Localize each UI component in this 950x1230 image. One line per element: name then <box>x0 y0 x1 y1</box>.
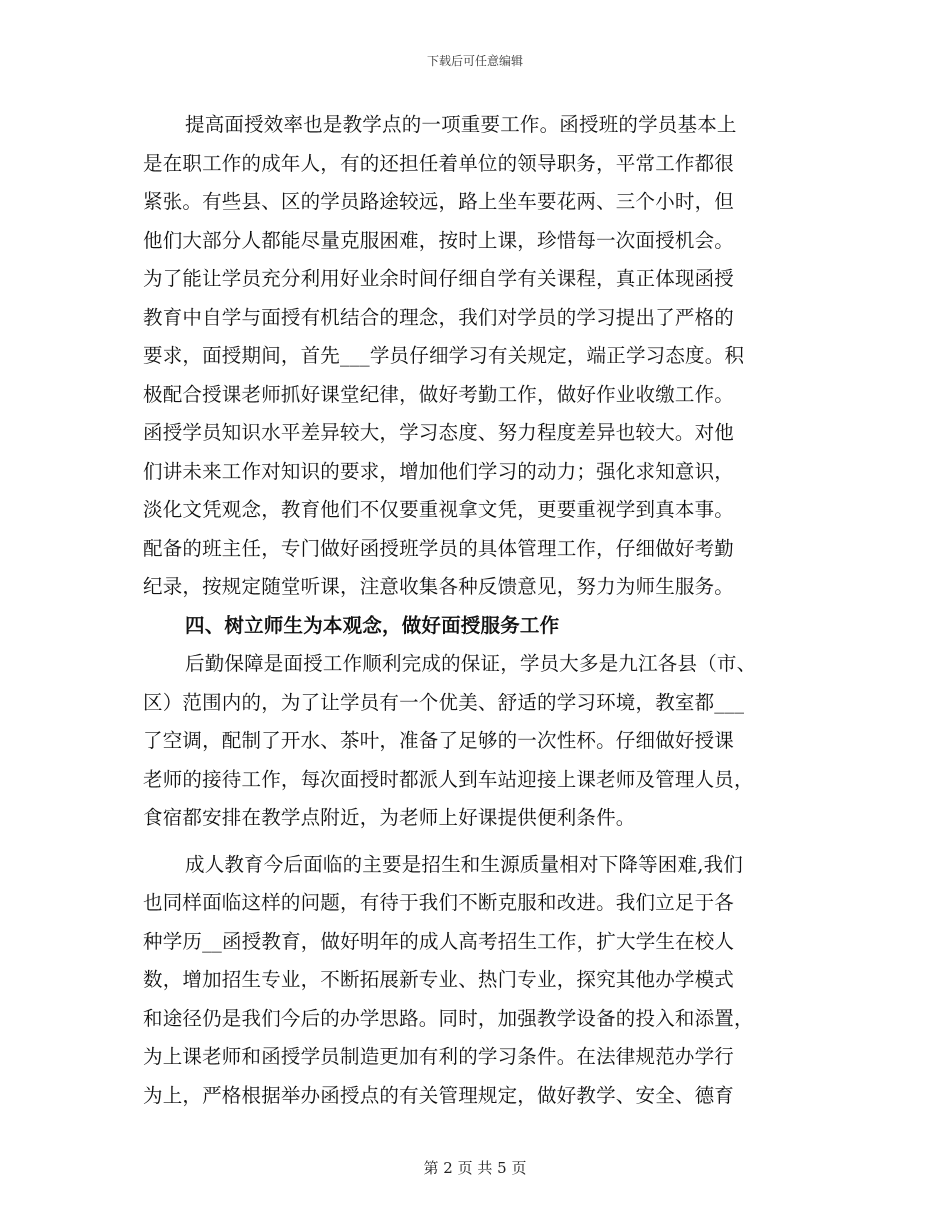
text-line: 要求，面授期间，首先___学员仔细学习有关规定，端正学习态度。积 <box>143 344 745 367</box>
paragraph <box>143 106 803 607</box>
text-line: 淡化文凭观念，教育他们不仅要重视拿文凭，更要重视学到真本事。 <box>143 498 735 521</box>
text-line: 种学历__函授教育，做好明年的成人高考招生工作，扩大学生在校人 <box>143 929 735 953</box>
text-line: 为上，严格根据举办函授点的有关管理规定，做好教学、安全、德育 <box>143 1083 735 1107</box>
text-line: 老师的接待工作，每次面授时都派人到车站迎接上课老师及管理人员， <box>143 767 754 791</box>
text-line: 们讲未来工作对知识的要求，增加他们学习的动力；强化求知意识， <box>143 459 735 483</box>
paragraph-gap <box>143 838 803 846</box>
text-line: 是在职工作的成年人，有的还担任着单位的领导职务，平常工作都很 <box>143 151 735 175</box>
text-line: 为上课老师和函授学员制造更加有利的学习条件。在法律规范办学行 <box>143 1045 735 1068</box>
text-line: 了空调，配制了开水、茶叶，准备了足够的一次性杯。仔细做好授课 <box>143 729 735 752</box>
text-line: 配备的班主任，专门做好函授班学员的具体管理工作，仔细做好考勤 <box>143 536 735 560</box>
section-heading: 四、树立师生为本观念，做好面授服务工作 <box>185 613 560 637</box>
text-line: 极配合授课老师抓好课堂纪律，做好考勤工作，做好作业收缴工作。 <box>143 382 735 406</box>
paragraph <box>143 645 803 838</box>
text-line: 紧张。有些县、区的学员路途较远，路上坐车要花两、三个小时，但 <box>143 190 735 213</box>
page-header: 下载后可任意编辑 <box>426 54 523 68</box>
text-line: 函授学员知识水平差异较大，学习态度、努力程度差异也较大。对他 <box>143 421 735 444</box>
text-line: 和途径仍是我们今后的办学思路。同时，加强教学设备的投入和添置， <box>143 1006 754 1030</box>
text-line: 他们大部分人都能尽量克服困难，按时上课，珍惜每一次面授机会。 <box>143 228 735 252</box>
text-line: 区）范围内的，为了让学员有一个优美、舒适的学习环境，教室都___ <box>143 690 745 714</box>
text-line: 食宿都安排在教学点附近，为老师上好课提供便利条件。 <box>143 806 636 829</box>
paragraph <box>143 846 803 1116</box>
text-line: 教育中自学与面授有机结合的理念，我们对学员的学习提出了严格的 <box>143 305 735 329</box>
text-line: 数，增加招生专业，不断拓展新专业、热门专业，探究其他办学模式 <box>143 968 735 991</box>
text-line: 成人教育今后面临的主要是招生和生源质量相对下降等困难,我们 <box>185 852 743 876</box>
text-line: 后勤保障是面授工作顺利完成的保证，学员大多是九江各县（市、 <box>185 652 757 675</box>
text-line: 为了能让学员充分利用好业余时间仔细自学有关课程，真正体现函授 <box>143 267 735 290</box>
document-body <box>143 106 803 1115</box>
text-line: 也同样面临这样的问题，有待于我们不断克服和改进。我们立足于各 <box>143 891 735 914</box>
page-number-footer: 第 2 页 共 5 页 <box>423 1159 527 1177</box>
text-line: 提高面授效率也是教学点的一项重要工作。函授班的学员基本上 <box>185 113 737 136</box>
text-line: 纪录，按规定随堂听课，注意收集各种反馈意见，努力为师生服务。 <box>143 575 735 598</box>
